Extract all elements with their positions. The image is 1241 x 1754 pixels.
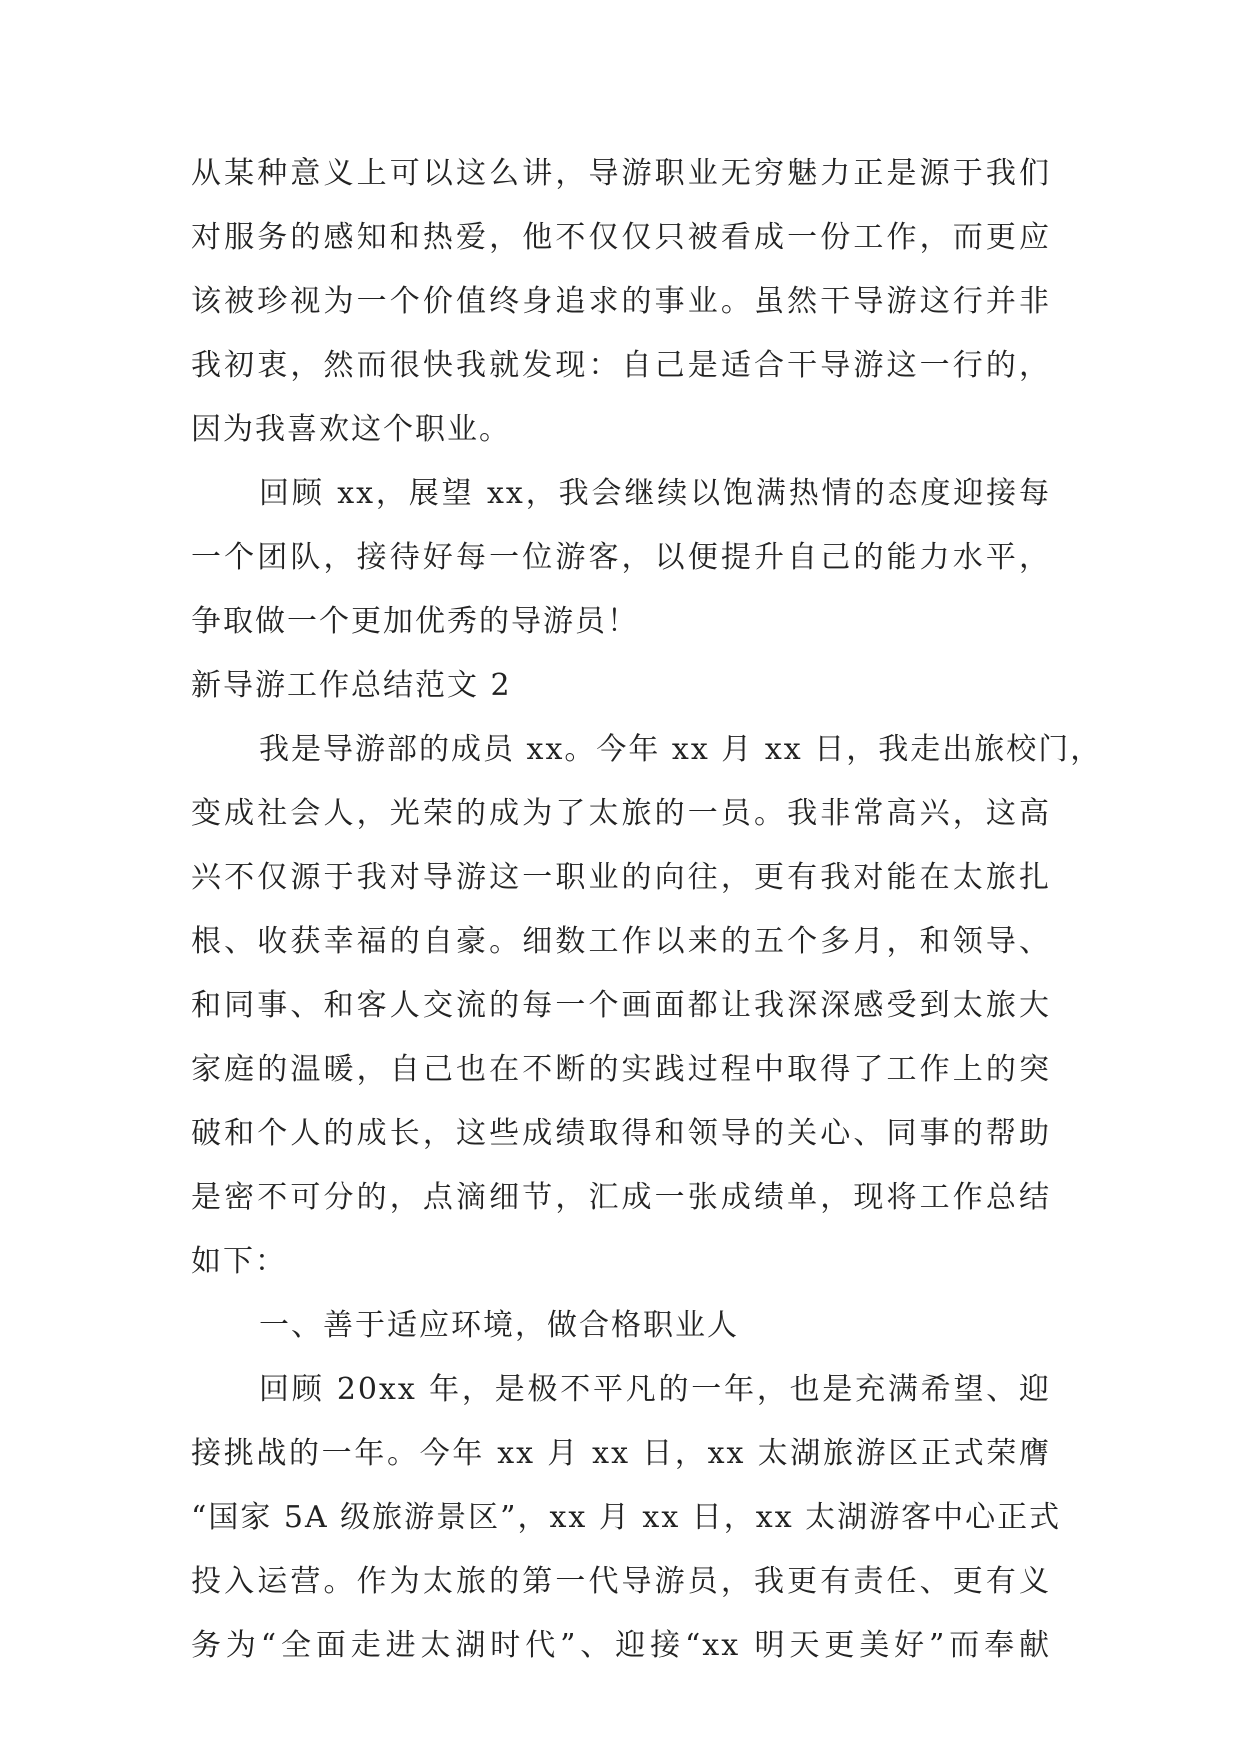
document-body (191, 142, 1103, 1678)
paragraph-line: 和同事、和客人交流的每一个画面都让我深深感受到太旅大 (191, 988, 1051, 1023)
paragraph-line: 因为我喜欢这个职业。 (191, 412, 511, 447)
paragraph-line: 我是导游部的成员 xx。今年 xx 月 xx 日，我走出旅校门， (259, 732, 1103, 767)
paragraph-line: 投入运营。作为太旅的第一代导游员，我更有责任、更有义 (191, 1564, 1051, 1599)
paragraph-line: 回顾 xx，展望 xx，我会继续以饱满热情的态度迎接每 (259, 476, 1051, 511)
paragraph-line: 破和个人的成长，这些成绩取得和领导的关心、同事的帮助 (191, 1116, 1051, 1151)
subsection-heading: 一、善于适应环境，做合格职业人 (259, 1308, 739, 1343)
paragraph-line: 是密不可分的，点滴细节，汇成一张成绩单，现将工作总结 (191, 1180, 1051, 1215)
paragraph-line: 家庭的温暖，自己也在不断的实践过程中取得了工作上的突 (191, 1052, 1051, 1087)
paragraph-line: 该被珍视为一个价值终身追求的事业。虽然干导游这行并非 (191, 284, 1051, 319)
paragraph-line: “国家 5A 级旅游景区”，xx 月 xx 日，xx 太湖游客中心正式 (191, 1500, 1062, 1535)
paragraph-line: 从某种意义上可以这么讲，导游职业无穷魅力正是源于我们 (191, 156, 1051, 191)
paragraph-line: 对服务的感知和热爱，他不仅仅只被看成一份工作，而更应 (191, 220, 1051, 255)
paragraph-line: 务为“全面走进太湖时代”、迎接“xx 明天更美好”而奉献 (191, 1628, 1051, 1663)
section-heading: 新导游工作总结范文 2 (191, 668, 512, 703)
paragraph-line: 一个团队，接待好每一位游客，以便提升自己的能力水平， (191, 540, 1051, 575)
paragraph-line: 变成社会人，光荣的成为了太旅的一员。我非常高兴，这高 (191, 796, 1051, 831)
paragraph-line: 如下： (191, 1244, 287, 1279)
paragraph-line: 根、收获幸福的自豪。细数工作以来的五个多月，和领导、 (191, 924, 1051, 959)
paragraph-line: 我初衷，然而很快我就发现：自己是适合干导游这一行的， (191, 348, 1051, 383)
paragraph-line: 接挑战的一年。今年 xx 月 xx 日，xx 太湖旅游区正式荣膺 (191, 1436, 1051, 1471)
paragraph-line: 争取做一个更加优秀的导游员！ (191, 604, 639, 639)
paragraph-line: 兴不仅源于我对导游这一职业的向往，更有我对能在太旅扎 (191, 860, 1051, 895)
paragraph-line: 回顾 20xx 年，是极不平凡的一年，也是充满希望、迎 (259, 1372, 1051, 1407)
